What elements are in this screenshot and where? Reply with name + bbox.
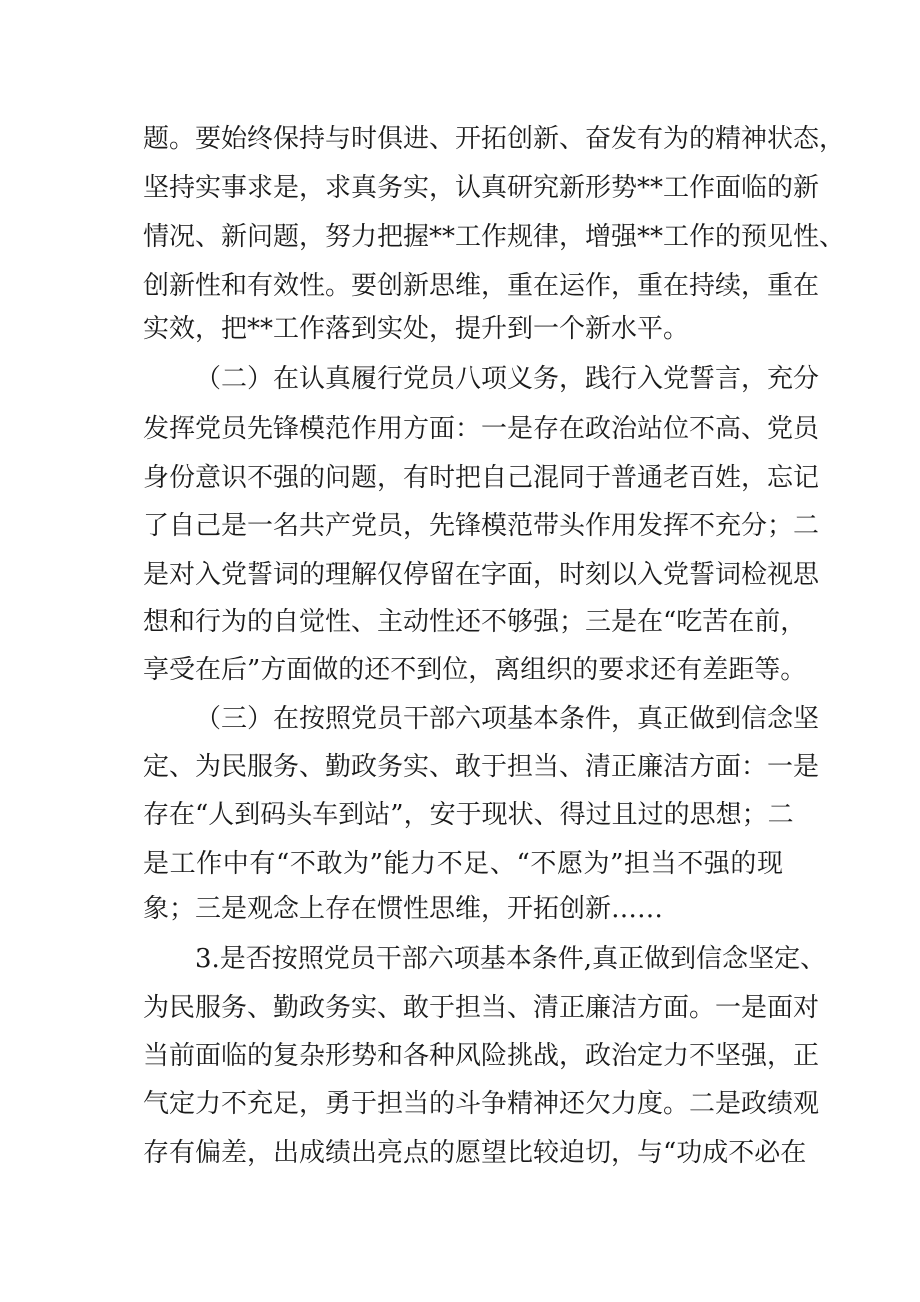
paragraph-line: （二）在认真履行党员八项义务，践行入党誓言，充分: [195, 364, 820, 394]
paragraph-line: 题。要始终保持与时俱进、开拓创新、奋发有为的精神状态，: [143, 124, 846, 154]
paragraph-line: 存有偏差，出成绩出亮点的愿望比较迫切，与“功成不必在: [143, 1138, 807, 1168]
paragraph-line: 实效，把**工作落到实处，提升到一个新水平。: [143, 314, 690, 344]
paragraph-line: 气定力不充足，勇于担当的斗争精神还欠力度。二是政绩观: [143, 1089, 820, 1119]
paragraph-line: 存在“人到码头车到站”，安于现状、得过且过的思想；二: [143, 800, 794, 830]
paragraph-line: 想和行为的自觉性、主动性还不够强；三是在“吃苦在前，: [143, 607, 807, 637]
paragraph-line: 是工作中有“不敢为”能力不足、“不愿为”担当不强的现: [143, 849, 783, 879]
paragraph-line: 身份意识不强的问题，有时把自己混同于普通老百姓，忘记: [143, 463, 820, 493]
paragraph-line: 发挥党员先锋模范作用方面：一是存在政治站位不高、党员: [143, 414, 820, 444]
paragraph-line: （三）在按照党员干部六项基本条件，真正做到信念坚: [195, 704, 820, 734]
paragraph-line: 情况、新问题，努力把握**工作规律，增强**工作的预见性、: [143, 222, 846, 252]
paragraph-line: 创新性和有效性。要创新思维，重在运作，重在持续，重在: [143, 271, 820, 301]
paragraph-line: 享受在后”方面做的还不到位，离组织的要求还有差距等。: [143, 655, 807, 685]
paragraph-line: 象；三是观念上存在惯性思维，开拓创新……: [143, 894, 664, 924]
paragraph-line: 当前面临的复杂形势和各种风险挑战，政治定力不坚强，正: [143, 1041, 820, 1071]
paragraph-line: 3.是否按照党员干部六项基本条件,真正做到信念坚定、: [195, 944, 827, 974]
paragraph-line: 了自己是一名共产党员，先锋模范带头作用发挥不充分；二: [143, 511, 820, 541]
paragraph-line: 为民服务、勤政务实、敢于担当、清正廉洁方面。一是面对: [143, 993, 820, 1023]
paragraph-line: 坚持实事求是，求真务实，认真研究新形势**工作面临的新: [143, 173, 820, 203]
paragraph-line: 是对入党誓词的理解仅停留在字面，时刻以入党誓词检视思: [143, 560, 820, 590]
paragraph-line: 定、为民服务、勤政务实、敢于担当、清正廉洁方面：一是: [143, 752, 820, 782]
